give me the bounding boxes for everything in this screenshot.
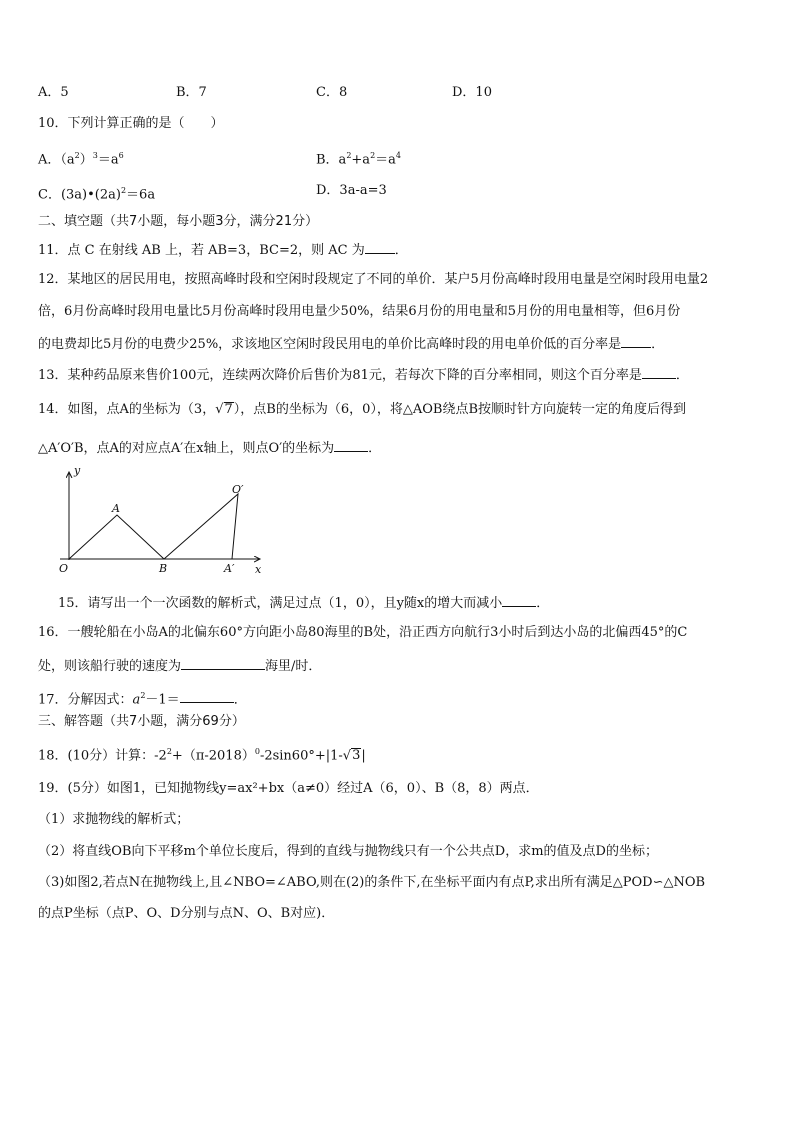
q12-line-1: 12．某地区的居民用电，按照高峰时段和空闲时段规定了不同的单价．某户5月份高峰时段用电量是空闲时段用电量2 bbox=[38, 272, 709, 287]
label-o-prime: O′ bbox=[232, 483, 244, 496]
q9-option-d: D．10 bbox=[452, 85, 492, 100]
q17: 17．分解因式：$a^2-1=$ ． bbox=[38, 691, 247, 708]
q10-option-a: A．$(a^2)^3=a^6$ bbox=[38, 151, 124, 168]
q13-answer-blank[interactable] bbox=[642, 365, 676, 379]
q9-option-b: B．7 bbox=[176, 85, 207, 100]
q19-stem: 19．(5分）如图1，已知抛物线y=ax²+bx（a≠0）经过A（6，0）、B（8，8）两点． bbox=[38, 781, 539, 796]
q14-figure bbox=[52, 460, 272, 578]
label-a-prime: A′ bbox=[224, 562, 235, 575]
triangle-a2o2b bbox=[164, 494, 238, 559]
q14-answer-blank[interactable] bbox=[334, 438, 368, 452]
q19-part-3-cont: 的点P坐标（点P、O、D分别与点N、O、B对应)． bbox=[38, 906, 335, 921]
q16-answer-blank[interactable] bbox=[181, 656, 265, 670]
q9-option-a: A．5 bbox=[38, 85, 69, 100]
q10-stem: 10．下列计算正确的是（ ） bbox=[38, 116, 224, 131]
label-y: y bbox=[74, 464, 81, 477]
section-3-heading: 三、解答题（共7小题，满分69分） bbox=[38, 714, 245, 729]
q12-answer-blank[interactable] bbox=[621, 334, 651, 348]
q19-part-3: （3)如图2,若点N在抛物线上,且∠NBO=∠ABO,则在(2)的条件下,在坐标平面内有点P,求出所有满足△POD∽△NOB bbox=[38, 875, 706, 890]
q9-option-c: C．8 bbox=[316, 85, 348, 100]
section-2-heading: 二、填空题（共7小题，每小题3分，满分21分） bbox=[38, 214, 319, 229]
q12-line-3: 的电费却比5月份的电费少25%，求该地区空闲时段民用电的单价比高峰时段的用电单价低的百分率是 ． bbox=[38, 334, 756, 354]
q10-option-d: D．3a-a=3 bbox=[316, 183, 387, 198]
triangle-aob bbox=[69, 515, 164, 559]
q17-answer-blank[interactable] bbox=[180, 689, 234, 703]
q19-part-2: （2）将直线OB向下平移m个单位长度后，得到的直线与抛物线只有一个公共点D，求m的值及点D的坐标； bbox=[38, 844, 658, 859]
q15: 15．请写出一个一次函数的解析式，满足过点（1，0），且y随x的增大而减小 ． bbox=[58, 593, 549, 613]
q11: 11．点 C 在射线 AB 上，若 AB=3，BC=2，则 AC 为 ． bbox=[38, 240, 756, 260]
q10-option-b: B．$a^2+a^2=a^4$ bbox=[316, 151, 402, 168]
q19-part-1: （1）求抛物线的解析式； bbox=[38, 812, 190, 827]
q14-line-1: 14．如图，点A的坐标为（3，√7），点B的坐标为（6，0），将△AOB绕点B按顺时针方向旋转一定的角度后得到 bbox=[38, 402, 687, 417]
q16-line-1: 16．一艘轮船在小岛A的北偏东60°方向距小岛80海里的B处，沿正西方向航行3小时后到达小岛的北偏西45°的C bbox=[38, 625, 688, 640]
label-a: A bbox=[112, 502, 120, 515]
q10-option-c: C．$(3a)•(2a)^2=6a$ bbox=[38, 186, 156, 203]
q14-line-2: △A′O′B，点A的对应点A′在x轴上，则点O′的坐标为 ． bbox=[38, 438, 756, 458]
q16-line-2: 处，则该船行驶的速度为 海里/时． bbox=[38, 656, 756, 676]
q11-answer-blank[interactable] bbox=[365, 240, 395, 254]
q15-answer-blank[interactable] bbox=[502, 593, 536, 607]
label-o: O bbox=[59, 562, 69, 575]
label-b: B bbox=[159, 562, 168, 575]
label-x: x bbox=[255, 563, 262, 576]
q12-line-2: 倍，6月份高峰时段用电量比5月份高峰时段用电量少50%，结果6月份的用电量和5月份的用电量相等，但6月份 bbox=[38, 304, 681, 319]
q13: 13．某种药品原来售价100元，连续两次降价后售价为81元，若每次下降的百分率相同，则这个百分率是 ． bbox=[38, 365, 756, 385]
q18: 18．(10分）计算：$-2^2+(\pi-2018)^0-2\sin 60^\circ+|1-√3|$ bbox=[38, 747, 366, 764]
